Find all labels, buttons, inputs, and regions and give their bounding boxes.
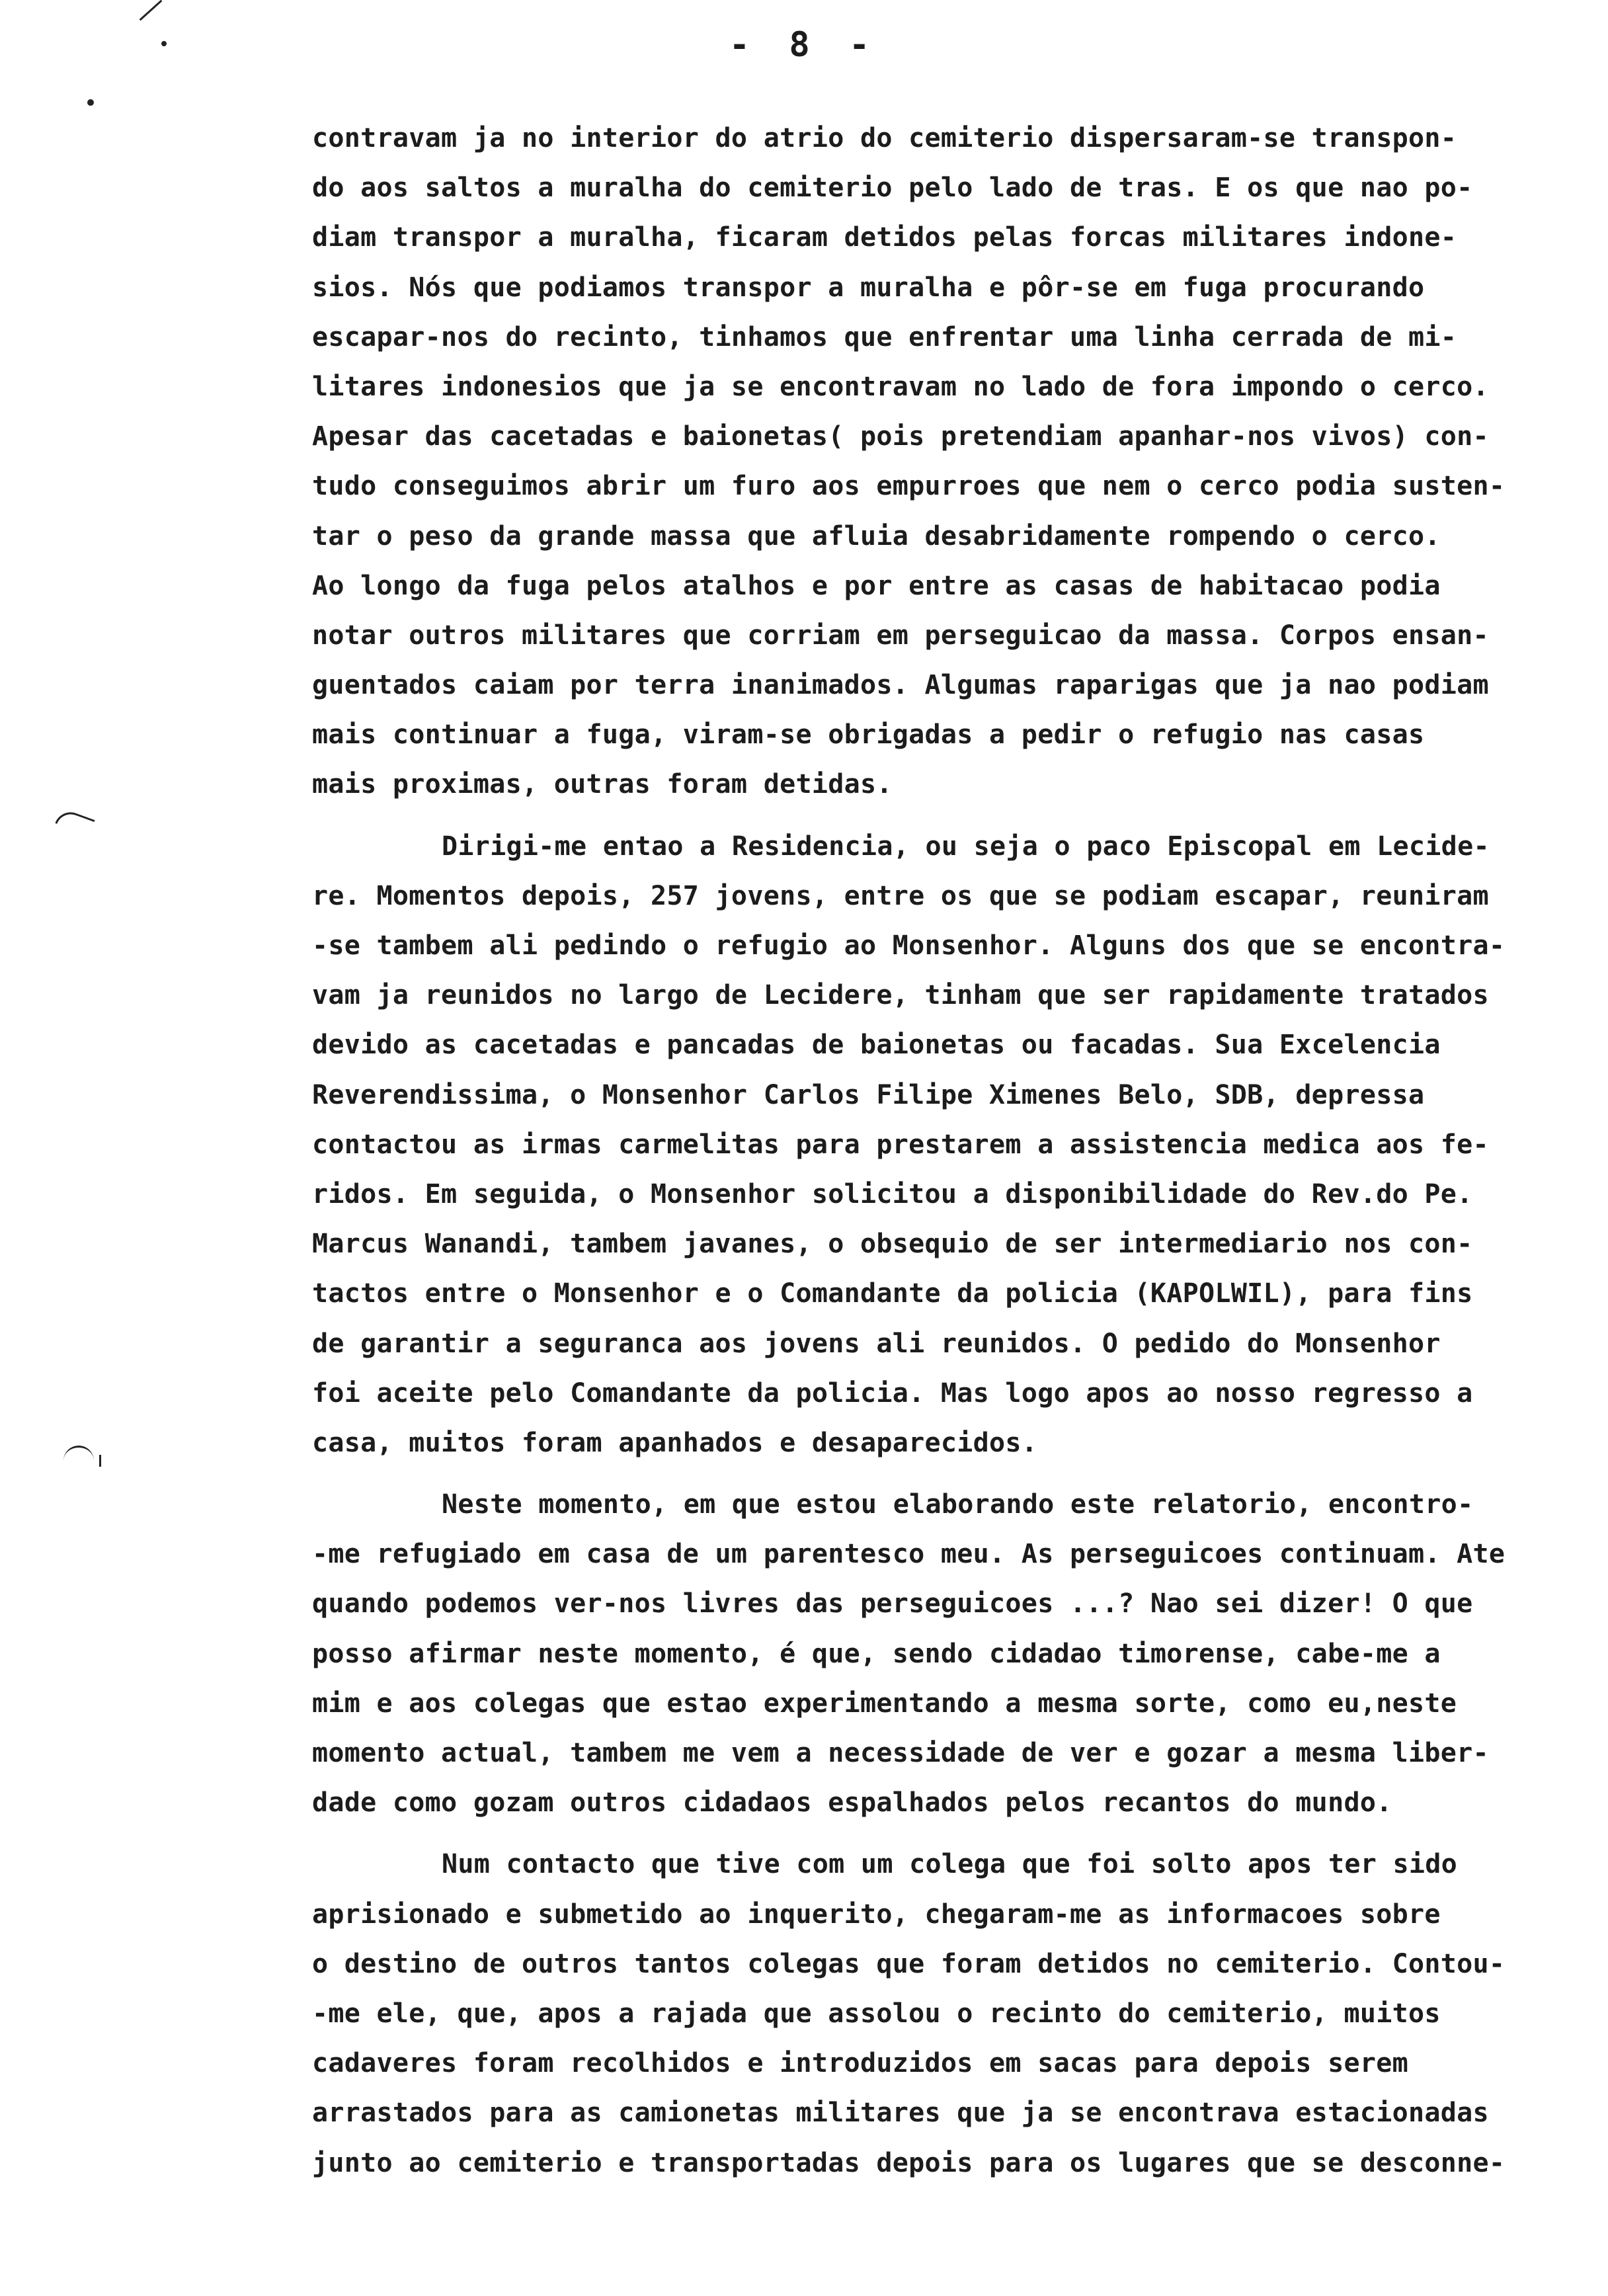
paragraph <box>312 114 1522 810</box>
text-line: tactos entre o Monsenhor e o Comandante da policia (KAPOLWIL), para fins <box>312 1278 1473 1309</box>
text-line: devido as cacetadas e pancadas de baionetas ou facadas. Sua Excelencia <box>312 1030 1441 1061</box>
text-line: arrastados para as camionetas militares que ja se encontrava estacionadas <box>312 2098 1489 2129</box>
text-line: Ao longo da fuga pelos atalhos e por entre as casas de habitacao podia <box>312 570 1441 601</box>
text-line: contactou as irmas carmelitas para prestarem a assistencia medica aos fe- <box>312 1129 1489 1160</box>
text-line: aprisionado e submetido ao inquerito, chegaram-me as informacoes sobre <box>312 1899 1441 1930</box>
text-line: junto ao cemiterio e transportadas depois para os lugares que se desconne- <box>312 2147 1506 2178</box>
text-line: Num contacto que tive com um colega que foi solto apos ter sido <box>442 1849 1458 1880</box>
text-line: casa, muitos foram apanhados e desaparecidos. <box>312 1427 1038 1458</box>
text-line: posso afirmar neste momento, é que, sendo cidadao timorense, cabe-me a <box>312 1638 1441 1669</box>
text-line: quando podemos ver-nos livres das perseguicoes ...? Nao sei dizer! O que <box>312 1588 1473 1620</box>
text-line: o destino de outros tantos colegas que foram detidos no cemiterio. Contou- <box>312 1948 1506 1979</box>
text-line: Reverendissima, o Monsenhor Carlos Filipe Ximenes Belo, SDB, depressa <box>312 1079 1425 1110</box>
margin-ink-dot <box>87 99 94 106</box>
text-line: guentados caiam por terra inanimados. Algumas raparigas que ja nao podiam <box>312 670 1489 701</box>
paragraph-gap <box>312 810 1522 822</box>
paragraph <box>312 822 1522 1468</box>
text-line: Marcus Wanandi, tambem javanes, o obsequio de ser intermediario nos con- <box>312 1229 1473 1260</box>
text-line: -me refugiado em casa de um parentesco meu. As perseguicoes continuam. Ate <box>312 1539 1506 1570</box>
text-line: escapar-nos do recinto, tinhamos que enfrentar uma linha cerrada de mi- <box>312 321 1457 352</box>
text-line: de garantir a seguranca aos jovens ali reunidos. O pedido do Monsenhor <box>312 1328 1441 1359</box>
document-body <box>312 114 1522 2188</box>
margin-ink-mark <box>63 1446 94 1461</box>
paragraph <box>312 1840 1522 2188</box>
text-line: tudo conseguimos abrir um furo aos empurroes que nem o cerco podia susten- <box>312 471 1506 502</box>
margin-ink-mark <box>55 807 95 835</box>
paragraph-gap <box>312 1468 1522 1480</box>
text-line: do aos saltos a muralha do cemiterio pelo lado de tras. E os que nao po- <box>312 173 1473 204</box>
text-line: tar o peso da grande massa que afluia desabridamente rompendo o cerco. <box>312 520 1441 552</box>
text-line: Neste momento, em que estou elaborando este relatorio, encontro- <box>442 1489 1474 1520</box>
text-line: mais continuar a fuga, viram-se obrigadas a pedir o refugio nas casas <box>312 719 1425 751</box>
text-line: litares indonesios que ja se encontravam no lado de fora impondo o cerco. <box>312 371 1489 402</box>
text-line: ridos. Em seguida, o Monsenhor solicitou a disponibilidade do Rev.do Pe. <box>312 1178 1473 1210</box>
page-number: - 8 - <box>729 25 879 65</box>
text-line: Dirigi-me entao a Residencia, ou seja o paco Episcopal em Lecide- <box>442 831 1490 862</box>
text-line: foi aceite pelo Comandante da policia. Mas logo apos ao nosso regresso a <box>312 1377 1473 1409</box>
margin-pen-stroke <box>140 0 163 20</box>
text-line: notar outros militares que corriam em perseguicao da massa. Corpos ensan- <box>312 620 1489 651</box>
text-line: sios. Nós que podiamos transpor a muralha e pôr-se em fuga procurando <box>312 272 1425 303</box>
text-line: Apesar das cacetadas e baionetas( pois pretendiam apanhar-nos vivos) con- <box>312 421 1489 452</box>
text-line: dade como gozam outros cidadaos espalhados pelos recantos do mundo. <box>312 1787 1392 1819</box>
text-line: contravam ja no interior do atrio do cemiterio dispersaram-se transpon- <box>312 123 1457 153</box>
paragraph-gap <box>312 1828 1522 1840</box>
paragraph <box>312 1480 1522 1828</box>
text-line: mais proximas, outras foram detidas. <box>312 769 893 800</box>
text-line: -me ele, que, apos a rajada que assolou o recinto do cemiterio, muitos <box>312 1998 1441 2029</box>
text-line: vam ja reunidos no largo de Lecidere, tinham que ser rapidamente tratados <box>312 980 1489 1011</box>
text-line: momento actual, tambem me vem a necessidade de ver e gozar a mesma liber- <box>312 1738 1489 1768</box>
text-line: re. Momentos depois, 257 jovens, entre os que se podiam escapar, reuniram <box>312 880 1489 911</box>
text-line: diam transpor a muralha, ficaram detidos pelas forcas militares indone- <box>312 222 1457 253</box>
margin-ink-mark <box>99 1455 101 1467</box>
text-line: mim e aos colegas que estao experimentando a mesma sorte, como eu,neste <box>312 1688 1457 1719</box>
text-line: cadaveres foram recolhidos e introduzidos em sacas para depois serem <box>312 2048 1408 2079</box>
text-line: -se tambem ali pedindo o refugio ao Monsenhor. Alguns dos que se encontra- <box>312 930 1506 961</box>
